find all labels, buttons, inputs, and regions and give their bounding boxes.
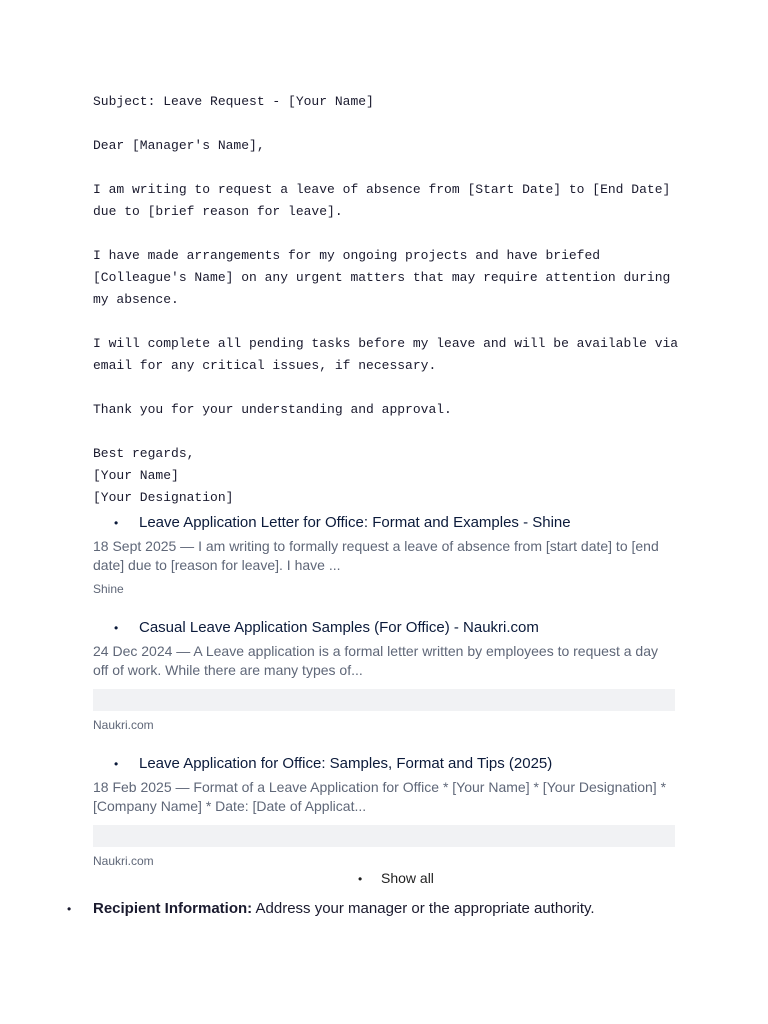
- image-placeholder: [93, 689, 675, 711]
- letter-line: I have made arrangements for my ongoing projects and have briefed: [93, 248, 601, 263]
- show-all-button[interactable]: [358, 869, 434, 888]
- letter-line: my absence.: [93, 292, 179, 307]
- result-source[interactable]: Naukri.com: [93, 854, 154, 868]
- result-source[interactable]: Shine: [93, 582, 124, 596]
- letter-line: email for any critical issues, if necessary.: [93, 358, 437, 373]
- letter-line: due to [brief reason for leave].: [93, 204, 343, 219]
- letter-line: I will complete all pending tasks before my leave and will be available via: [93, 336, 679, 351]
- letter-line: Best regards,: [93, 446, 195, 461]
- result-snippet: 18 Sept 2025 — I am writing to formally request a leave of absence from [start date] to [end date] due to [reason for leave]. I have ...: [93, 538, 659, 573]
- letter-line: I am writing to request a leave of absence from [Start Date] to [End Date]: [93, 182, 671, 197]
- result-title-link[interactable]: • Casual Leave Application Samples (For Office) - Naukri.com: [93, 617, 675, 639]
- recipient-info-label: Recipient Information:: [93, 900, 253, 917]
- result-title-link[interactable]: • Leave Application for Office: Samples, Format and Tips (2025): [93, 753, 675, 775]
- letter-line: Subject: Leave Request - [Your Name]: [93, 94, 374, 109]
- result-source[interactable]: Naukri.com: [93, 718, 154, 732]
- letter-template: [93, 91, 693, 509]
- letter-line: Dear [Manager's Name],: [93, 138, 265, 153]
- result-snippet: 18 Feb 2025 — Format of a Leave Application for Office * [Your Name] * [Your Designation] * [Company Name] * Date: [Date of Applicat...: [93, 779, 667, 814]
- image-placeholder: [93, 825, 675, 847]
- recipient-info-text: Address your manager or the appropriate authority.: [252, 900, 595, 917]
- letter-line: Thank you for your understanding and approval.: [93, 402, 452, 417]
- letter-line: [Colleague's Name] on any urgent matters that may require attention during: [93, 270, 671, 285]
- letter-line: [Your Name]: [93, 468, 179, 483]
- bullet-icon: •: [67, 902, 72, 916]
- search-results-list: [93, 512, 675, 869]
- recipient-info-item: [67, 898, 595, 920]
- result-item: [93, 617, 675, 733]
- result-title-link[interactable]: • Leave Application Letter for Office: Format and Examples - Shine: [93, 512, 675, 534]
- show-all-label: Show all: [381, 870, 434, 886]
- bullet-icon: •: [358, 872, 363, 886]
- result-item: [93, 753, 675, 869]
- result-item: [93, 512, 675, 597]
- letter-line: [Your Designation]: [93, 490, 234, 505]
- result-snippet: 24 Dec 2024 — A Leave application is a formal letter written by employees to request a day off of work. While there are many types of...: [93, 643, 658, 678]
